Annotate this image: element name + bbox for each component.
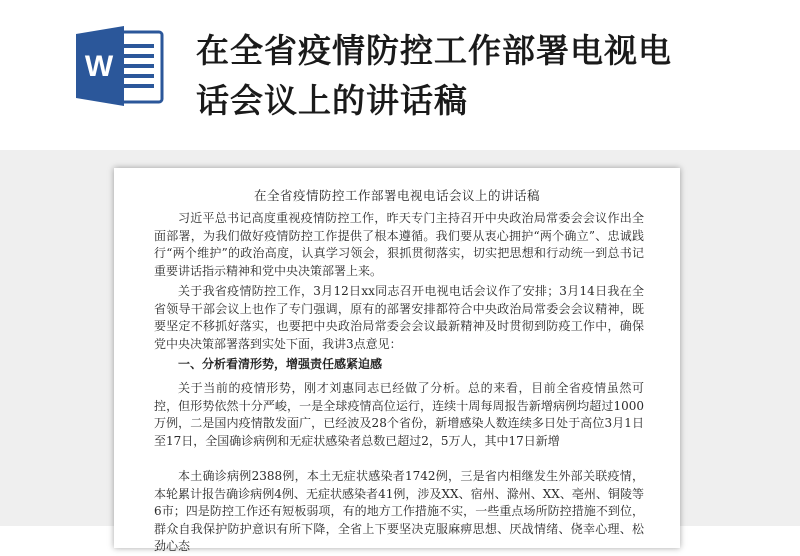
- section-heading: 一、分析看清形势，增强责任感紧迫感: [178, 357, 383, 371]
- paragraph-4: 本土确诊病例2388例，本土无症状感染者1742例，三是省内相继发生外部关联疫情，本轮累计报告确诊病例4例、无症状感染者41例，涉及XX、宿州、滁州、XX、亳州、铜陵等6市；四是防控工作还有短板弱项，有的地方工作措施不实，一些重点场所防控措施不到位，群众自我保护防护意识有所下降，全省上下要坚决克服麻痹思想、厌战情绪、侥幸心理、松劲心态: [154, 469, 644, 553]
- paragraph-1: 习近平总书记高度重视疫情防控工作，昨天专门主持召开中央政治局常委会会议作出全面部署，为我们做好疫情防控工作提供了根本遵循。我们要从衷心拥护“两个确立”、忠诚践行“两个维护”的政治高度，认真学习领会，狠抓贯彻落实，切实把思想和行动统一到总书记重要讲话指示精神和党中央决策部署上来。: [154, 211, 644, 278]
- page-title: [196, 26, 756, 126]
- paragraph-3: 关于当前的疫情形势，刚才刘惠同志已经做了分析。总的来看，目前全省疫情虽然可控，但形势依然十分严峻，一是全球疫情高位运行，连续十周每周报告新增病例均超过1000万例，二是国内疫情散发面广，已经波及28个省份，新增感染人数连续多日处于高位3月1日至17日，全国确诊病例和无症状感染者总数已超过2，5万人，其中17日新增: [154, 381, 644, 448]
- document-page: [114, 168, 680, 553]
- title-line-2: 话会议上的讲话稿: [196, 81, 468, 120]
- header-banner: [0, 0, 800, 150]
- word-document-icon: [72, 24, 168, 108]
- title-line-1: 在全省疫情防控工作部署电视电: [196, 31, 672, 70]
- svg-text:W: W: [84, 50, 114, 83]
- document-title: 在全省疫情防控工作部署电视电话会议上的讲话稿: [253, 188, 540, 203]
- paragraph-2: 关于我省疫情防控工作，3月12日xx同志召开电视电话会议作了安排；3月14日我在全省领导干部会议上也作了专门强调，原有的部署安排都符合中央政治局常委会会议精神，既要坚定不移抓好落实，也要把中央政治局常委会会议最新精神及时贯彻到防疫工作中，确保党中央决策部署落到实处下面，我讲3点意见：: [154, 284, 644, 351]
